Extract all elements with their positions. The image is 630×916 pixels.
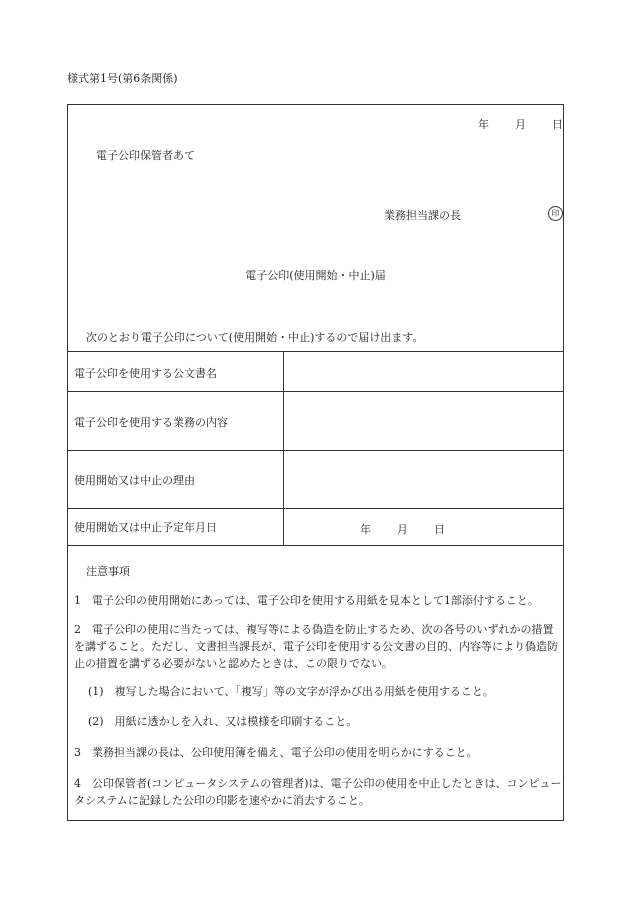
table-row-divider xyxy=(68,450,563,451)
table-column-divider xyxy=(283,351,284,545)
table-row-label: 使用開始又は中止予定年月日 xyxy=(74,521,217,534)
note-item: 4 公印保管者(コンピュータシステムの管理者)は、電子公印の使用を中止したときは、コンピュータシステムに記録した公印の印影を速やかに消去すること。 xyxy=(74,777,562,807)
date-year: 年 xyxy=(478,118,489,131)
table-row-divider xyxy=(68,391,563,392)
table-row-label: 電子公印を使用する公文書名 xyxy=(74,367,217,380)
submission-date xyxy=(478,116,563,132)
note-item: 1 電子公印の使用開始にあっては、電子公印を使用する用紙を見本として1部添付すること。 xyxy=(74,594,539,607)
notes-title: 注意事項 xyxy=(86,565,130,578)
addressee: 電子公印保管者あて xyxy=(96,149,195,162)
table-row-label: 電子公印を使用する業務の内容 xyxy=(74,416,228,429)
date-year: 年 xyxy=(360,523,371,536)
table-row-divider xyxy=(68,508,563,509)
planned-date xyxy=(360,521,445,537)
date-day: 日 xyxy=(434,523,445,536)
seal-icon: 印 xyxy=(548,206,563,221)
date-month: 月 xyxy=(515,118,526,131)
table-bottom-border xyxy=(68,545,563,546)
form-frame xyxy=(67,104,564,821)
note-sub-item: (1) 複写した場合において、「複写」等の文字が浮かび出る用紙を使用すること。 xyxy=(88,685,494,698)
table-top-border xyxy=(68,351,563,352)
intro-text: 次のとおり電子公印について(使用開始・中止)するので届け出ます。 xyxy=(86,331,424,344)
department-head: 業務担当課の長 xyxy=(384,209,461,222)
date-month: 月 xyxy=(397,523,408,536)
form-title: 電子公印(使用開始・中止)届 xyxy=(245,269,386,282)
form-number: 様式第1号(第6条関係) xyxy=(67,72,178,85)
date-day: 日 xyxy=(552,118,563,131)
note-item: 3 業務担当課の長は、公印使用簿を備え、電子公印の使用を明らかにすること。 xyxy=(74,746,478,759)
note-sub-item: (2) 用紙に透かしを入れ、又は模様を印刷すること。 xyxy=(88,715,358,728)
note-item: 2 電子公印の使用に当たっては、複写等による偽造を防止するため、次の各号のいずれかの措置を講ずること。ただし、文書担当課長が、電子公印を使用する公文書の目的、内容等により偽造防止の措置を講ずる必要がないと認めたときは、この限りでない。 xyxy=(74,623,558,670)
table-row-label: 使用開始又は中止の理由 xyxy=(74,474,195,487)
